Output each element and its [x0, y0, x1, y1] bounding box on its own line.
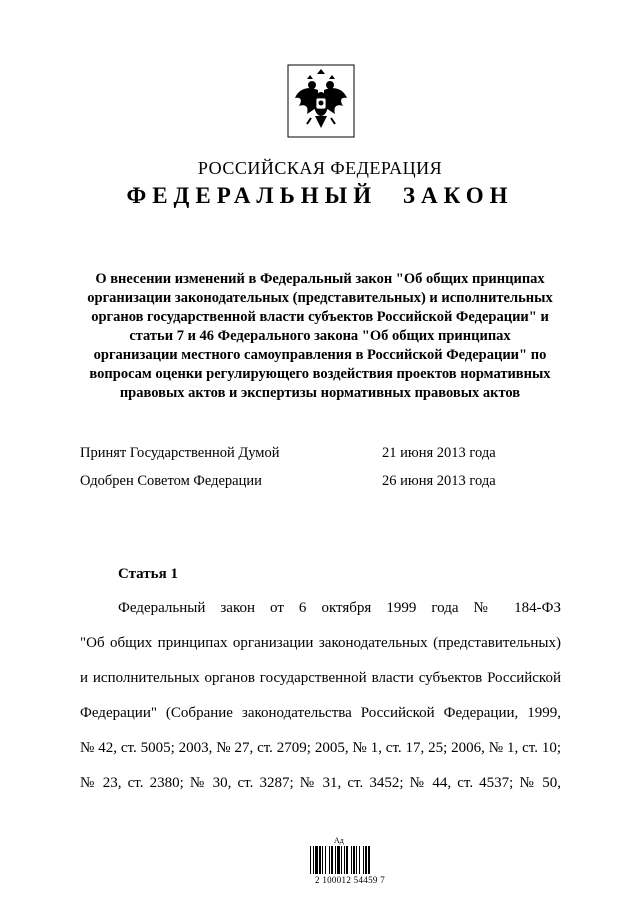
article-line: "Об общих принципах организации законодательных (представительных): [80, 635, 561, 651]
article-line: и исполнительных органов государственной власти субъектов Российской: [80, 670, 561, 686]
law-title-line: организации местного самоуправления в Российской Федерации" по: [93, 347, 547, 363]
barcode-block: [306, 836, 394, 886]
barcode-icon: [310, 846, 390, 874]
article-line: Федерации" (Собрание законодательства Российской Федерации, 1999,: [80, 705, 561, 721]
coat-of-arms-icon: [287, 64, 355, 138]
law-title-line: вопросам оценки регулирующего воздействия проектов нормативных: [89, 366, 551, 382]
barcode-number: 2 100012 54459 7: [314, 875, 386, 885]
law-title-line: О внесении изменений в Федеральный закон "Об общих принципах: [95, 271, 545, 287]
article-line: № 23, ст. 2380; № 30, ст. 3287; № 31, ст. 3452; № 44, ст. 4537; № 50,: [80, 775, 561, 791]
law-title-line: статьи 7 и 46 Федерального закона "Об общих принципах: [129, 328, 511, 344]
law-title-line: органов государственной власти субъектов Российской Федерации" и: [91, 309, 549, 325]
article-body: [80, 598, 561, 808]
country-name: РОССИЙСКАЯ ФЕДЕРАЦИЯ: [197, 158, 443, 178]
article-heading: Статья 1: [118, 566, 178, 582]
registration-mark: Ад: [334, 836, 344, 845]
adoption-body: Принят Государственной Думой: [80, 445, 280, 461]
article-line: № 42, ст. 5005; 2003, № 27, ст. 2709; 2005, № 1, ст. 17, 25; 2006, № 1, ст. 10;: [80, 740, 561, 756]
law-title-line: правовых актов и экспертизы нормативных правовых актов: [119, 385, 521, 401]
adoption-date: 21 июня 2013 года: [382, 445, 496, 461]
article-line: Федеральный закон от 6 октября 1999 года № 184-ФЗ: [118, 600, 561, 616]
adoption-date: 26 июня 2013 года: [382, 473, 496, 489]
document-type-heading: ФЕДЕРАЛЬНЫЙ ЗАКОН: [126, 183, 514, 208]
law-title-line: организации законодательных (представительных) и исполнительных: [87, 290, 553, 306]
law-title: [60, 270, 580, 403]
adoption-body: Одобрен Советом Федерации: [80, 473, 262, 489]
